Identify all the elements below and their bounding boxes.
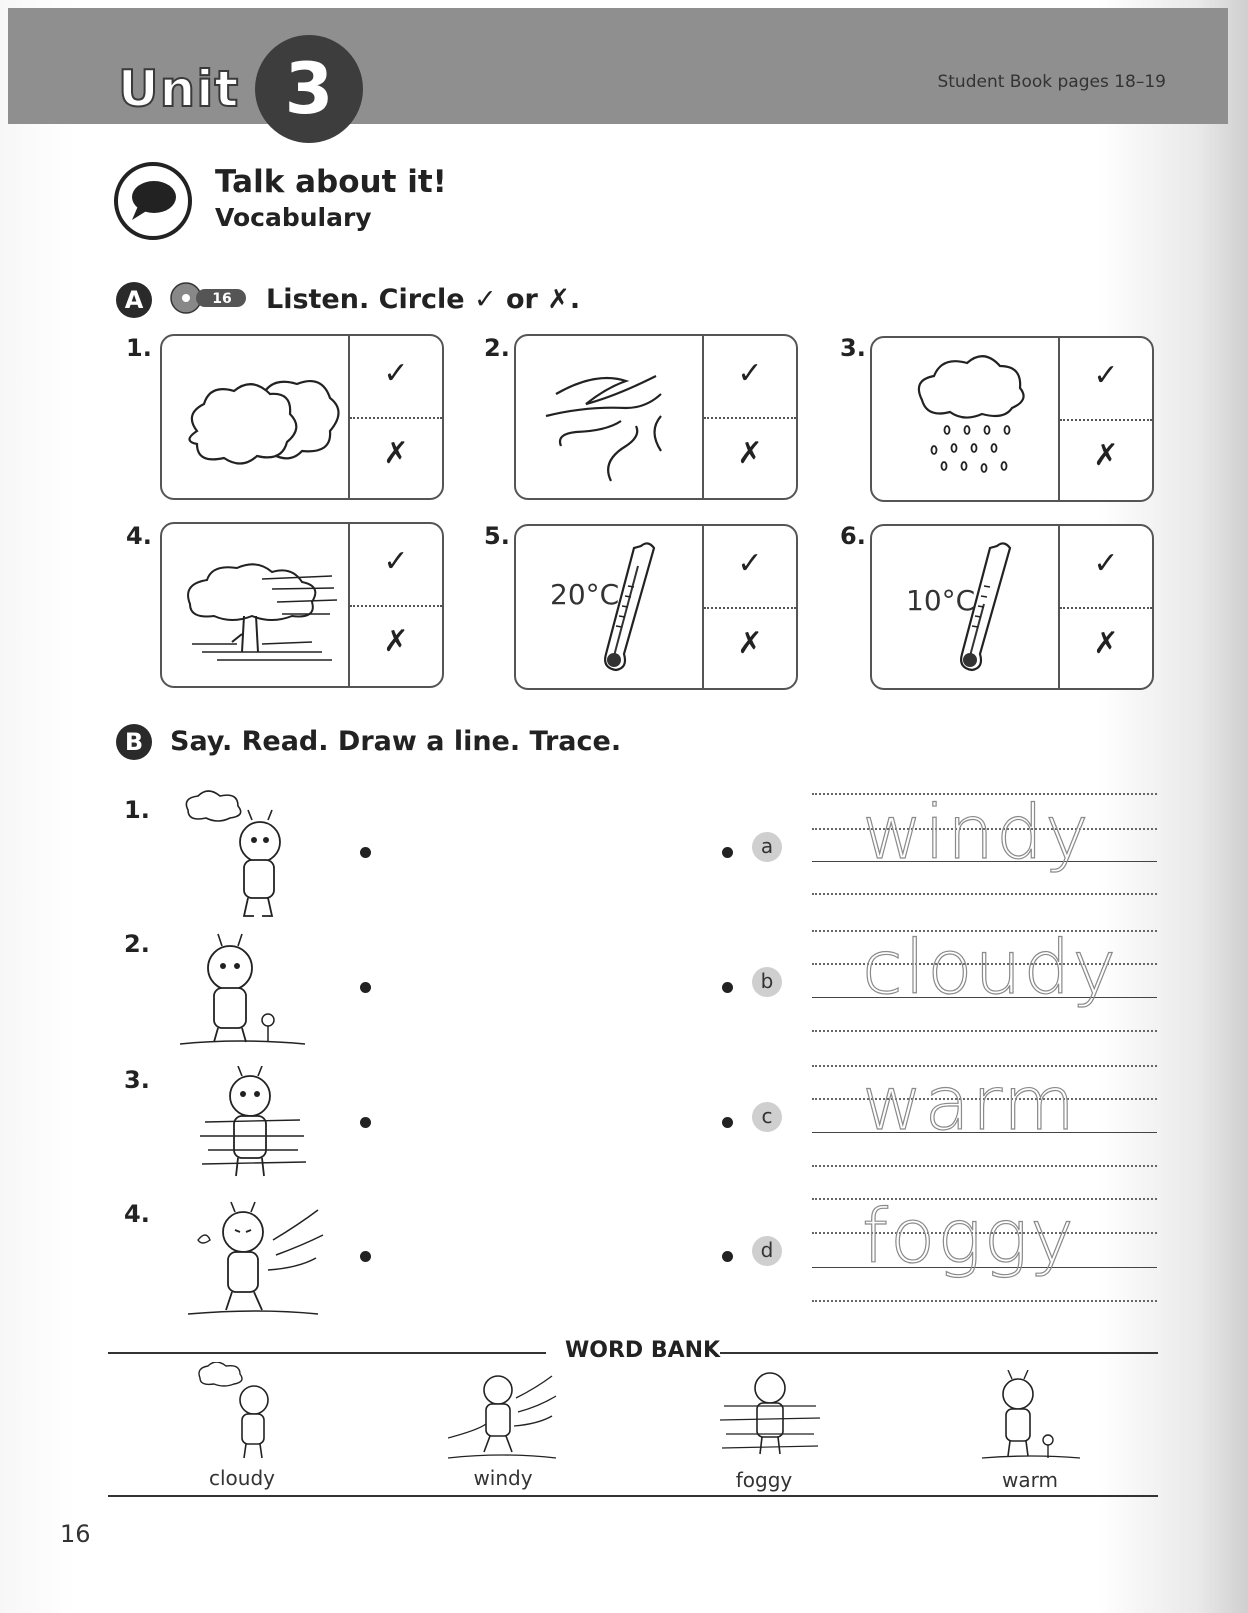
item-number: 4.	[126, 522, 152, 550]
cloudy-character-icon	[196, 1362, 286, 1466]
choice-letter: d	[752, 1236, 782, 1266]
cross-option[interactable]: ✗	[1093, 438, 1119, 473]
vocab-panel-2	[514, 334, 798, 500]
word-bank-word: warm	[1002, 1468, 1058, 1492]
row-number: 2.	[124, 930, 150, 958]
row-number: 1.	[124, 796, 150, 824]
trace-word[interactable]: warm	[862, 1061, 1078, 1147]
vocab-panel-4	[160, 522, 444, 688]
vocab-panel-5	[514, 524, 798, 690]
check-option[interactable]: ✓	[1093, 546, 1119, 581]
match-dot-left[interactable]	[360, 1117, 371, 1128]
windy-character-icon	[448, 1368, 558, 1468]
row-number: 3.	[124, 1066, 150, 1094]
foggy-character-icon	[200, 1066, 310, 1190]
word-bank-rule-left	[108, 1352, 546, 1354]
warm-character-icon	[180, 930, 310, 1054]
match-dot-left[interactable]	[360, 982, 371, 993]
check-option[interactable]: ✓	[383, 356, 409, 391]
option-divider	[350, 605, 442, 607]
cross-option[interactable]: ✗	[737, 626, 763, 661]
item-number: 3.	[840, 334, 866, 362]
windy-character-icon	[188, 1200, 328, 1324]
item-number: 1.	[126, 334, 152, 362]
page-title: Talk about it!	[215, 164, 447, 200]
temperature-label: 10°C	[906, 584, 976, 617]
section-b-badge: B	[116, 724, 152, 760]
section-a-badge: A	[116, 282, 152, 318]
match-dot-right[interactable]	[722, 847, 733, 858]
foggy-character-icon	[720, 1366, 820, 1468]
section-b-instruction: Say. Read. Draw a line. Trace.	[170, 726, 622, 757]
choice-letter: c	[752, 1102, 782, 1132]
cross-option[interactable]: ✗	[383, 624, 409, 659]
cross-option[interactable]: ✗	[1093, 626, 1119, 661]
speech-bubble-icon	[114, 162, 192, 240]
vocab-panel-6	[870, 524, 1154, 690]
choice-letter: a	[752, 832, 782, 862]
page-number: 16	[60, 1520, 91, 1548]
option-divider	[350, 417, 442, 419]
option-divider	[704, 417, 796, 419]
choice-letter: b	[752, 967, 782, 997]
trace-word[interactable]: cloudy	[862, 925, 1119, 1011]
unit-number: 3	[255, 35, 363, 143]
match-dot-left[interactable]	[360, 847, 371, 858]
windy-tree-icon	[162, 524, 350, 686]
check-option[interactable]: ✓	[737, 546, 763, 581]
item-number: 5.	[484, 522, 510, 550]
item-number: 6.	[840, 522, 866, 550]
wind-icon	[516, 336, 704, 498]
option-divider	[704, 607, 796, 609]
cloud-icon	[162, 336, 350, 498]
warm-character-icon	[982, 1370, 1082, 1468]
vocab-panel-1	[160, 334, 444, 500]
match-dot-right[interactable]	[722, 1117, 733, 1128]
unit-label: Unit	[118, 60, 240, 118]
option-divider	[1060, 607, 1152, 609]
temperature-label: 20°C	[550, 578, 620, 611]
row-number: 4.	[124, 1200, 150, 1228]
match-dot-right[interactable]	[722, 1251, 733, 1262]
rain-cloud-icon	[872, 338, 1060, 500]
word-bank-word: foggy	[735, 1468, 793, 1492]
page-subtitle: Vocabulary	[215, 203, 372, 232]
trace-word[interactable]: windy	[862, 790, 1091, 876]
word-bank-bottom-rule	[108, 1495, 1158, 1497]
word-bank-word: windy	[473, 1466, 533, 1490]
book-reference: Student Book pages 18–19	[937, 72, 1166, 92]
check-option[interactable]: ✓	[383, 544, 409, 579]
word-bank-word: cloudy	[209, 1466, 275, 1490]
option-divider	[1060, 419, 1152, 421]
check-option[interactable]: ✓	[1093, 358, 1119, 393]
vocab-panel-3	[870, 336, 1154, 502]
item-number: 2.	[484, 334, 510, 362]
word-bank-rule-right	[720, 1352, 1158, 1354]
track-number: 16	[212, 291, 232, 307]
match-dot-right[interactable]	[722, 982, 733, 993]
cloudy-character-icon	[180, 790, 300, 924]
cross-option[interactable]: ✗	[737, 436, 763, 471]
check-option[interactable]: ✓	[737, 356, 763, 391]
audio-cd-icon	[170, 280, 250, 320]
cross-option[interactable]: ✗	[383, 436, 409, 471]
word-bank-title: WORD BANK	[565, 1338, 721, 1363]
section-a-instruction: Listen. Circle ✓ or ✗.	[266, 284, 581, 315]
match-dot-left[interactable]	[360, 1251, 371, 1262]
trace-word[interactable]: foggy	[862, 1194, 1076, 1280]
